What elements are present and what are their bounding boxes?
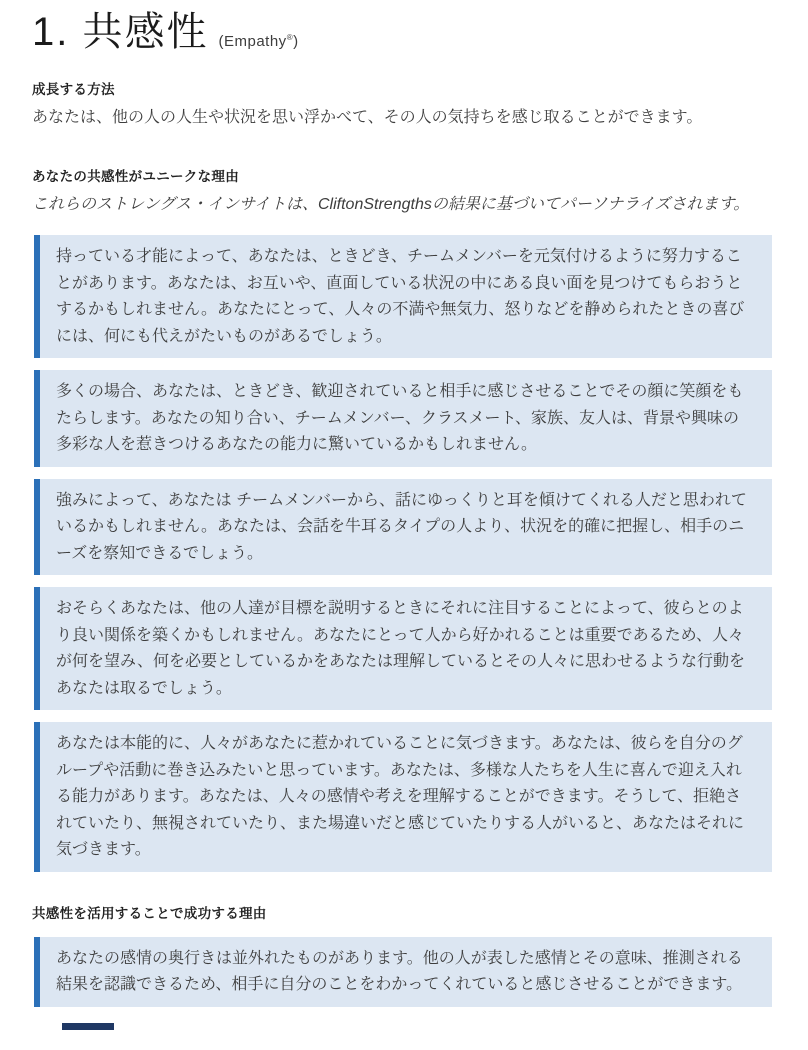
personalization-note: これらのストレングス・インサイトは、CliftonStrengthsの結果に基づいてパーソナライズされます。 — [32, 196, 750, 213]
insight-box — [34, 479, 772, 576]
section-heading-grow: 成長する方法 — [32, 82, 115, 97]
title-english-text: (Empathy — [218, 33, 287, 50]
title-english-close: ) — [293, 33, 299, 50]
page-title: 1. 共感性 — [32, 10, 209, 54]
insight-text: 多くの場合、あなたは、ときどき、歓迎されていると相手に感じさせることでその顔に笑顔をもたらします。あなたの知り合い、チームメンバー、クラスメート、家族、友人は、背景や興味の多彩な人を惹きつけるあなたの能力に驚いているかもしれません。 — [56, 383, 744, 453]
insight-text: 強みによって、あなたは チームメンバーから、話にゆっくりと耳を傾けてくれる人だと思われているかもしれません。あなたは、会話を牛耳るタイプの人より、状況を的確に把握し、相手のニーズを察知できるでしょう。 — [56, 491, 747, 562]
insight-box — [34, 235, 772, 358]
grow-body-text: あなたは、他の人の人生や状況を思い浮かべて、その人の気持ちを感じ取ることができます。 — [32, 109, 703, 126]
insight-text: おそらくあなたは、他の人達が目標を説明するときにそれに注目することによって、彼らとのより良い関係を築くかもしれません。あなたにとって人から好かれることは重要であるため、人々が何を望み、何を必要としているかをあなたは理解しているとその人々に思わせるような行動をあなたは取るでしょう。 — [56, 600, 745, 697]
section-heading-unique: あなたの共感性がユニークな理由 — [32, 169, 239, 184]
next-page-box-partial — [62, 1023, 114, 1030]
insight-text: あなたの感情の奥行きは並外れたものがあります。他の人が表した感情とその意味、推測される結果を認識できるため、相手に自分のことをわかってくれていると感じさせることができます。 — [56, 949, 743, 993]
insight-box — [34, 937, 772, 1007]
insight-box — [34, 587, 772, 710]
insight-text: あなたは本能的に、人々があなたに惹かれていることに気づきます。あなたは、彼らを自分のグループや活動に巻き込みたいと思っています。あなたは、多様な人たちを人生に喜んで迎え入れる能力があります。あなたは、人々の感情や考えを理解することができます。そうして、拒絶されていたり、無視されていたり、また場違いだと感じていたりする人がいると、あなたはそれに気づきます。 — [56, 735, 745, 858]
section-why-succeed — [32, 902, 774, 1007]
insight-box — [34, 722, 772, 872]
registered-mark: ® — [286, 33, 294, 42]
section-how-to-grow — [32, 78, 774, 131]
insight-text: 持っている才能によって、あなたは、ときどき、チームメンバーを元気付けるように努力することがあります。あなたは、お互いや、直面している状況の中にある良い面を見つけてもらおうとするかもしれません。あなたにとって、人々の不満や無気力、怒りなどを静められたときの喜びには、何にも代えがたいものがあるでしょう。 — [56, 248, 745, 345]
section-why-unique — [32, 165, 774, 872]
section-heading-succeed: 共感性を活用することで成功する理由 — [32, 905, 267, 921]
insight-box — [34, 370, 772, 467]
page-title-row — [32, 10, 774, 54]
page-title-english — [218, 33, 298, 54]
